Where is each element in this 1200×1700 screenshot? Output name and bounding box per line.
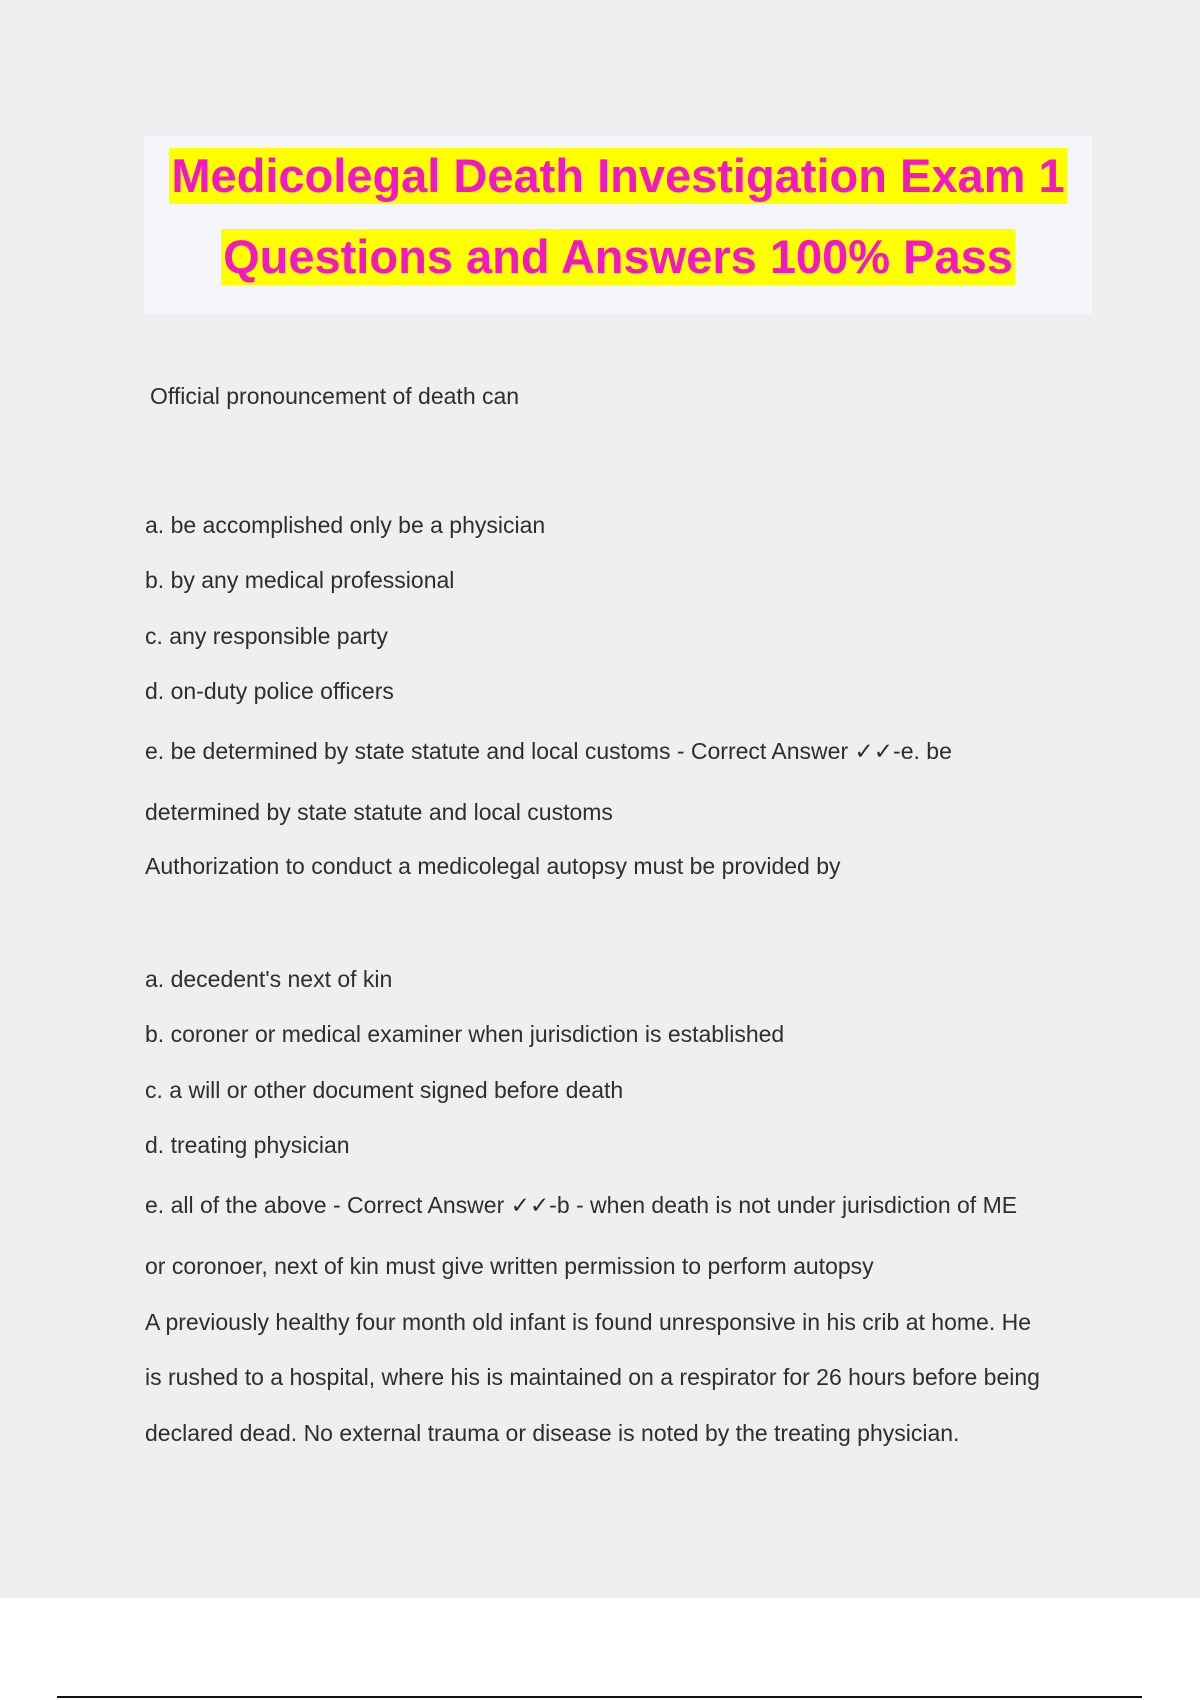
footer-divider [57, 1696, 1142, 1698]
q2-option-b: b. coroner or medical examiner when jurisdiction is established [145, 1021, 785, 1047]
question-3-line-2: is rushed to a hospital, where his is maintained on a respirator for 26 hours before being [145, 1364, 1040, 1390]
question-3-line-3: declared dead. No external trauma or disease is noted by the treating physician. [145, 1420, 960, 1446]
q1-option-a: a. be accomplished only be a physician [145, 512, 546, 538]
q1-option-e-answer: e. be determined by state statute and local customs - Correct Answer ✓✓-e. be [145, 738, 952, 764]
title-line-2: Questions and Answers 100% Pass [223, 230, 1013, 283]
title-line-1: Medicolegal Death Investigation Exam 1 [171, 149, 1065, 202]
q1-option-c: c. any responsible party [145, 623, 388, 649]
question-1-text: Official pronouncement of death can [150, 383, 520, 409]
q1-option-d: d. on-duty police officers [145, 678, 394, 704]
question-3-line-1: A previously healthy four month old infant is found unresponsive in his crib at home. He [145, 1309, 1031, 1335]
q2-answer-continuation: or coronoer, next of kin must give written permission to perform autopsy [145, 1253, 874, 1279]
q2-option-e-answer: e. all of the above - Correct Answer ✓✓-b - when death is not under jurisdiction of ME [145, 1192, 1018, 1218]
question-2-text: Authorization to conduct a medicolegal autopsy must be provided by [145, 853, 841, 879]
q1-option-b: b. by any medical professional [145, 567, 455, 593]
title-block [144, 136, 1092, 314]
q2-option-a: a. decedent's next of kin [145, 966, 393, 992]
q2-option-d: d. treating physician [145, 1132, 350, 1158]
q1-answer-continuation: determined by state statute and local customs [145, 799, 613, 825]
q2-option-c: c. a will or other document signed before death [145, 1077, 624, 1103]
